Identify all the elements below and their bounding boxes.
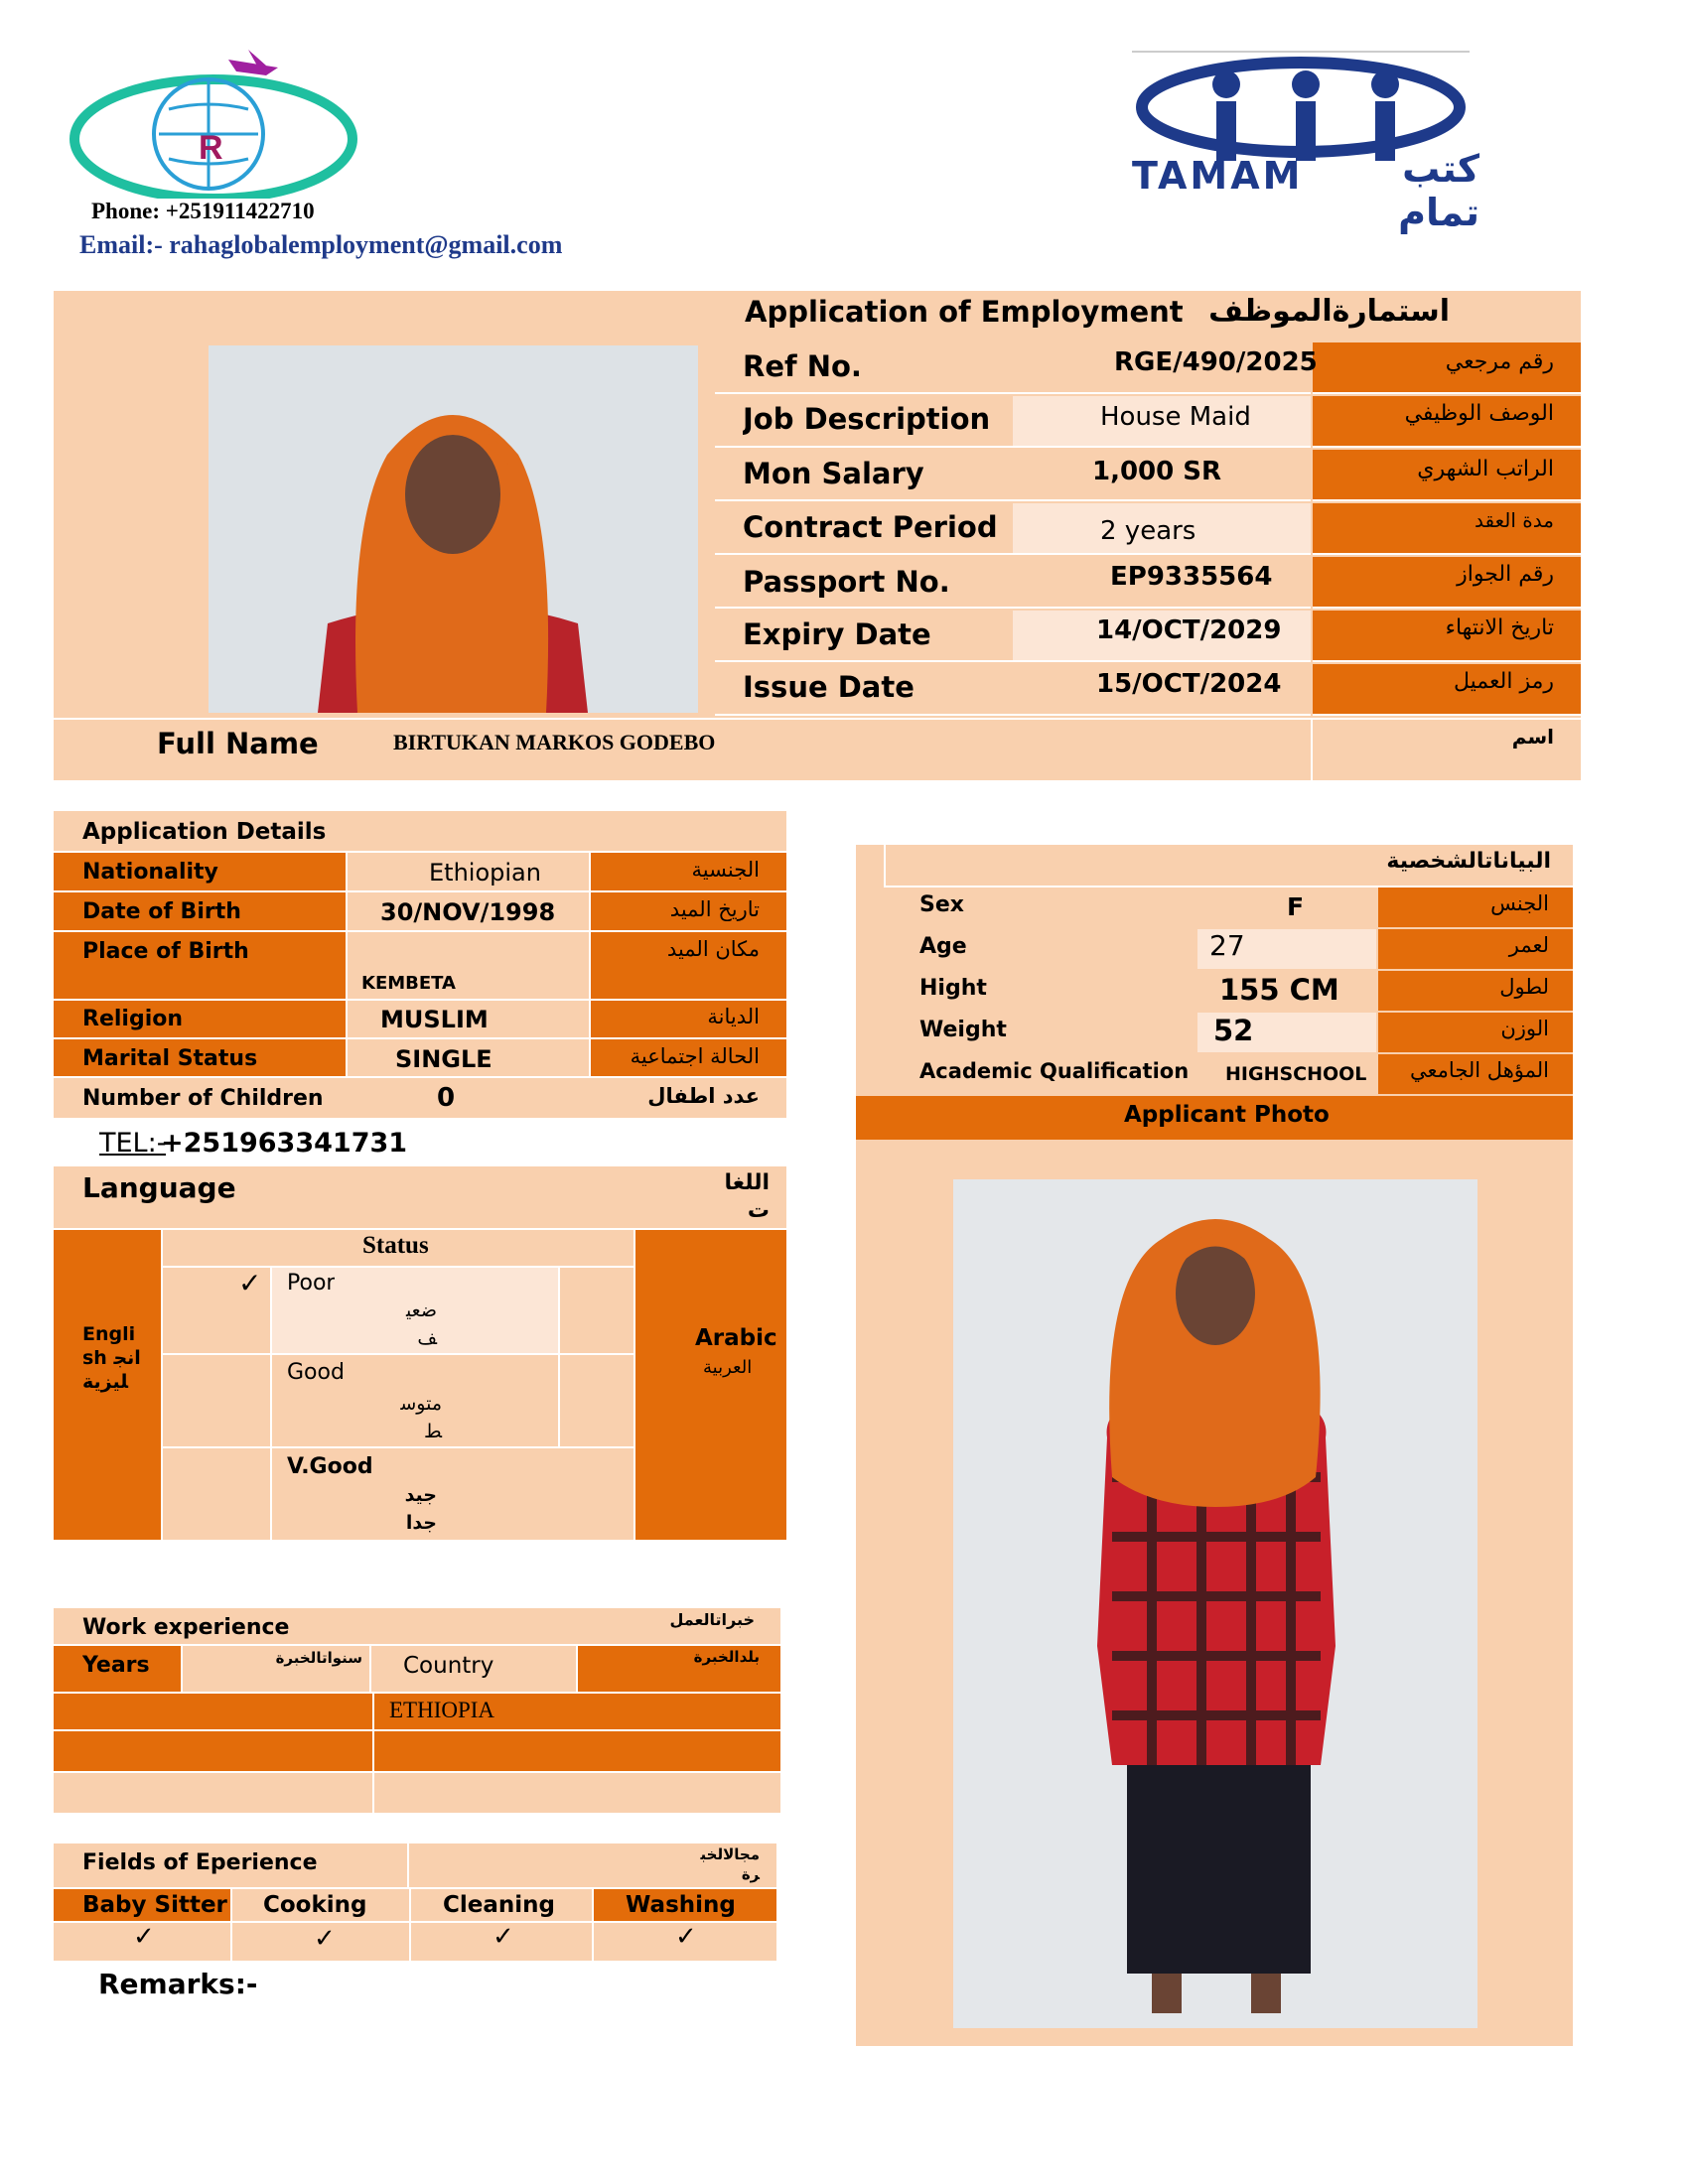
full-name-value: BIRTUKAN MARKOS GODEBO <box>393 730 716 754</box>
fields-title: Fields of Eperience <box>82 1850 318 1875</box>
arabic-label-arabic: العربية <box>703 1357 753 1378</box>
contract-period-arabic: مدة العقد <box>1475 508 1554 532</box>
baby-sitter-check[interactable]: ✓ <box>133 1922 155 1952</box>
applicant-photo-label: Applicant Photo <box>1124 1102 1330 1128</box>
cooking-check[interactable]: ✓ <box>314 1924 336 1954</box>
sex-label: Sex <box>919 892 964 917</box>
nationality-arabic: الجنسية <box>691 858 760 882</box>
language-title: Language <box>82 1171 236 1204</box>
weight-value: 52 <box>1213 1014 1254 1047</box>
sex-value: F <box>1287 892 1305 921</box>
marital-status-arabic: الحالة اجتماعية <box>630 1044 760 1068</box>
years-label: Years <box>82 1653 150 1678</box>
english-label <box>82 1322 142 1394</box>
work-experience-arabic: خبراتالعمل <box>669 1610 755 1629</box>
marital-status-value: SINGLE <box>395 1045 492 1073</box>
phone-text: Phone: +251911422710 <box>91 199 315 223</box>
academic-value: HIGHSCHOOL <box>1225 1063 1367 1085</box>
vgood-arabic: جيد جدا <box>404 1484 437 1534</box>
height-value: 155 CM <box>1219 973 1339 1007</box>
email-text: Email:- rahaglobalemployment@gmail.com <box>79 230 563 259</box>
good-arabic: متوسط <box>400 1393 442 1442</box>
children-value: 0 <box>437 1083 456 1113</box>
english-text: English <box>82 1323 136 1369</box>
nationality-label: Nationality <box>82 860 218 885</box>
personal-data-title: البياناتالشخصية <box>1386 849 1551 874</box>
ref-no-arabic: رقم مرجعي <box>1445 349 1554 374</box>
nationality-value: Ethiopian <box>429 859 541 887</box>
field-cleaning: Cleaning <box>443 1892 555 1918</box>
children-arabic: عدد اطفال <box>647 1084 760 1108</box>
poor-check[interactable]: ✓ <box>238 1267 262 1299</box>
raha-logo <box>70 40 367 199</box>
language-title-arabic: اللغات <box>724 1170 770 1223</box>
ref-no-value: RGE/490/2025 <box>1114 347 1318 377</box>
passport-no-label: Passport No. <box>743 565 950 599</box>
date-of-birth-value: 30/NOV/1998 <box>380 898 556 926</box>
full-name-label: Full Name <box>157 727 319 760</box>
field-cooking: Cooking <box>263 1892 367 1918</box>
job-description-arabic: الوصف الوظيفي <box>1404 401 1554 426</box>
passport-no-value: EP9335564 <box>1110 562 1273 592</box>
academic-label: Academic Qualification <box>919 1059 1190 1083</box>
form-title-arabic: استمارةالموظف <box>1208 294 1450 329</box>
date-of-birth-label: Date of Birth <box>82 899 241 924</box>
poor-label: Poor <box>287 1271 336 1296</box>
weight-arabic: الوزن <box>1500 1017 1549 1040</box>
portrait-photo <box>209 345 698 713</box>
tamam-logo-arabic: كتب تمام <box>1398 147 1479 234</box>
age-value: 27 <box>1209 929 1245 962</box>
expiry-date-arabic: تاريخ الانتهاء <box>1445 615 1554 640</box>
passport-no-arabic: رقم الجواز <box>1457 562 1554 587</box>
good-label: Good <box>287 1360 345 1385</box>
tel-label: TEL:- <box>99 1128 167 1159</box>
vgood-label: V.Good <box>287 1454 373 1479</box>
ref-no-label: Ref No. <box>743 349 862 383</box>
remarks-label: Remarks:- <box>98 1968 258 2000</box>
age-label: Age <box>919 934 967 959</box>
salary-arabic: الراتب الشهري <box>1417 457 1554 481</box>
poor-arabic: ضعيف <box>405 1299 437 1349</box>
tamam-logo-text: TAMAM <box>1132 154 1304 198</box>
country-arabic: بلدالخبرة <box>693 1648 760 1666</box>
religion-value: MUSLIM <box>380 1006 489 1033</box>
salary-label: Mon Salary <box>743 457 924 490</box>
application-details-title: Application Details <box>82 819 327 845</box>
place-of-birth-value: KEMBETA <box>361 973 456 994</box>
washing-check[interactable]: ✓ <box>675 1922 697 1952</box>
field-baby-sitter: Baby Sitter <box>82 1892 227 1918</box>
academic-arabic: المؤهل الجامعي <box>1410 1058 1549 1082</box>
issue-date-arabic: رمز العميل <box>1454 669 1554 694</box>
expiry-date-value: 14/OCT/2029 <box>1096 615 1282 645</box>
fields-arabic: مجالالخبرة <box>700 1845 760 1883</box>
place-of-birth-label: Place of Birth <box>82 939 249 964</box>
work-country-value: ETHIOPIA <box>389 1698 495 1722</box>
religion-arabic: الديانة <box>707 1005 760 1028</box>
place-of-birth-arabic: مكان الميد <box>666 937 760 961</box>
field-washing: Washing <box>626 1892 736 1918</box>
years-arabic: سنواتالخبرة <box>275 1649 362 1667</box>
arabic-label: Arabic <box>695 1325 777 1351</box>
applicant-full-photo <box>953 1179 1477 2028</box>
logo-letter: R <box>199 129 223 167</box>
job-description-label: Job Description <box>743 402 991 436</box>
issue-date-label: Issue Date <box>743 670 914 704</box>
full-name-arabic: اسم <box>1511 725 1554 749</box>
work-experience-title: Work experience <box>82 1615 290 1640</box>
contract-period-value: 2 years <box>1100 516 1196 546</box>
english-arabic: انجليزية <box>82 1347 141 1393</box>
weight-label: Weight <box>919 1018 1007 1042</box>
expiry-date-label: Expiry Date <box>743 617 931 651</box>
date-of-birth-arabic: تاريخ الميد <box>669 897 760 921</box>
contract-period-label: Contract Period <box>743 510 998 544</box>
height-arabic: لطول <box>1499 975 1549 999</box>
salary-value: 1,000 SR <box>1092 457 1222 486</box>
religion-label: Religion <box>82 1007 184 1031</box>
marital-status-label: Marital Status <box>82 1046 258 1071</box>
height-label: Hight <box>919 976 987 1001</box>
status-label: Status <box>362 1232 429 1259</box>
tel-value: +251963341731 <box>161 1128 408 1159</box>
children-label: Number of Children <box>82 1086 324 1111</box>
job-description-value: House Maid <box>1100 402 1251 432</box>
issue-date-value: 15/OCT/2024 <box>1096 669 1282 699</box>
country-label: Country <box>403 1653 494 1679</box>
sex-arabic: الجنس <box>1490 891 1549 915</box>
age-arabic: لعمر <box>1508 933 1549 957</box>
form-title: Application of Employment <box>745 295 1184 329</box>
tamam-logo <box>1132 50 1479 234</box>
cleaning-check[interactable]: ✓ <box>492 1922 514 1952</box>
